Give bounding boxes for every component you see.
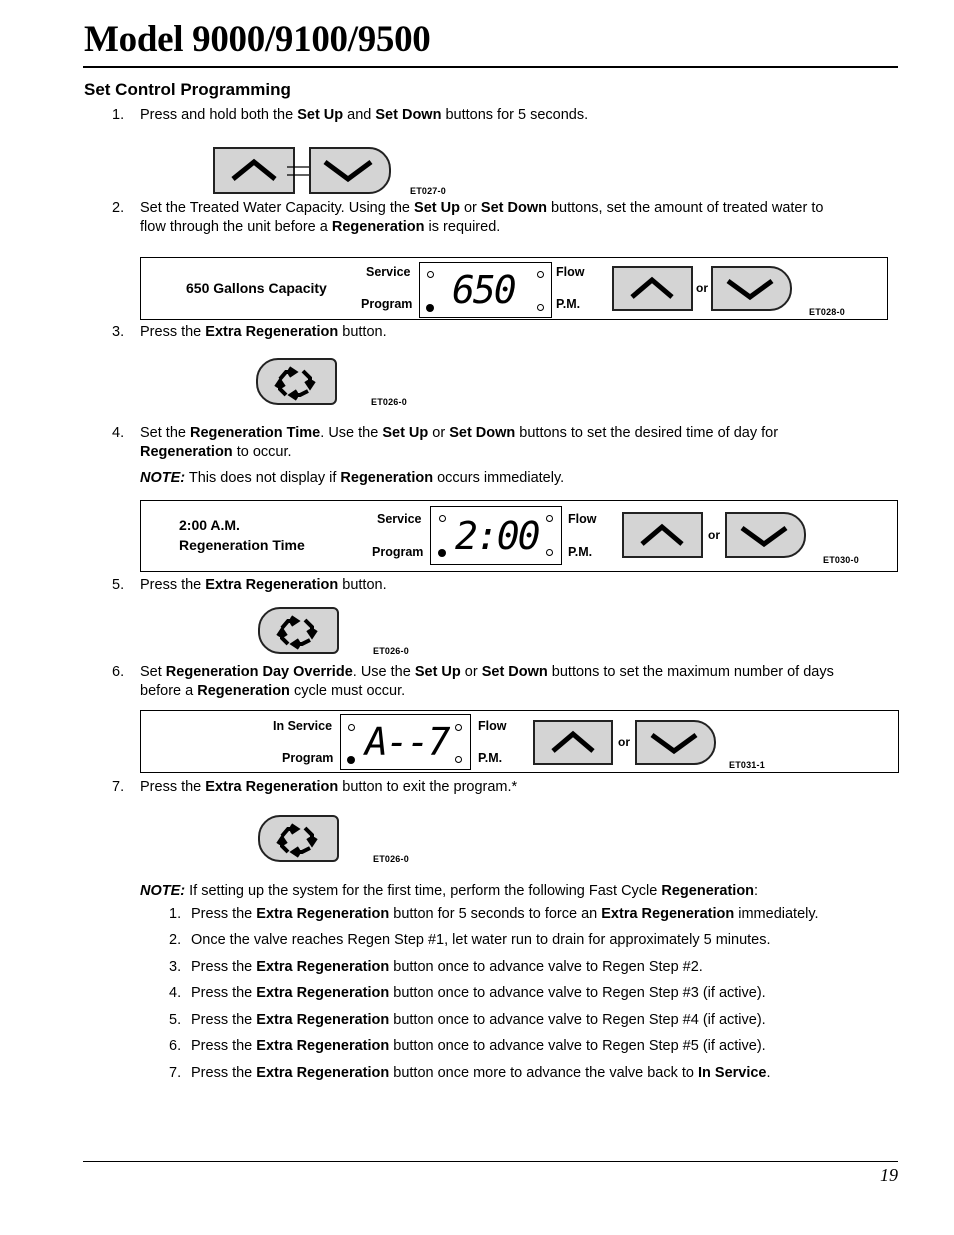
program-indicator xyxy=(347,756,355,764)
list-item-number: 2. xyxy=(169,932,182,948)
list-item-number: 3. xyxy=(169,959,182,975)
service-label: Service xyxy=(377,512,422,526)
down-arrow-icon xyxy=(727,514,804,556)
program-indicator xyxy=(426,304,434,312)
step-number: 4. xyxy=(112,425,125,441)
service-indicator xyxy=(348,724,355,731)
step-number: 2. xyxy=(112,200,125,216)
step-3-text: Press the Extra Regeneration button. xyxy=(140,324,387,340)
list-item-number: 6. xyxy=(169,1038,182,1054)
list-item: Once the valve reaches Regen Step #1, let water run to drain for approximately 5 minutes. xyxy=(191,932,771,948)
down-arrow-icon xyxy=(637,722,714,763)
in-service-label: In Service xyxy=(273,719,333,733)
or-label: or xyxy=(696,281,708,295)
figure-code: ET026-0 xyxy=(373,646,409,656)
set-down-button xyxy=(725,512,806,558)
up-arrow-icon xyxy=(624,514,701,556)
step-1-text: Press and hold both the Set Up and Set Down buttons for 5 seconds. xyxy=(140,107,589,123)
fast-cycle-note: NOTE: If setting up the system for the first time, perform the following Fast Cycle Regeneration: xyxy=(140,883,759,899)
list-item: Press the Extra Regeneration button once to advance valve to Regen Step #2. xyxy=(191,959,703,975)
lcd-display xyxy=(430,506,562,565)
set-up-button xyxy=(612,266,693,311)
service-indicator xyxy=(439,515,446,522)
section-heading: Set Control Programming xyxy=(84,80,291,99)
list-item: Press the Extra Regeneration button once to advance valve to Regen Step #4 (if active). xyxy=(191,1012,766,1028)
step-7-text: Press the Extra Regeneration button to exit the program.* xyxy=(140,779,518,795)
step-number: 5. xyxy=(112,577,125,593)
step-number: 1. xyxy=(112,107,125,123)
figure-code: ET030-0 xyxy=(823,555,859,565)
list-item: Press the Extra Regeneration button once to advance valve to Regen Step #5 (if active). xyxy=(191,1038,766,1054)
pm-indicator xyxy=(537,304,544,311)
lcd-value: 2:00 xyxy=(455,514,539,558)
program-indicator xyxy=(438,549,446,557)
step-number: 3. xyxy=(112,324,125,340)
lcd-display xyxy=(340,714,471,770)
flow-indicator xyxy=(546,515,553,522)
step-5-text: Press the Extra Regeneration button. xyxy=(140,577,387,593)
program-label: Program xyxy=(282,751,334,765)
up-arrow-icon xyxy=(215,149,293,192)
step-number: 6. xyxy=(112,664,125,680)
program-label: Program xyxy=(361,297,413,311)
panel-caption-time: 2:00 A.M. xyxy=(179,517,240,533)
list-item: Press the Extra Regeneration button once to advance valve to Regen Step #3 (if active). xyxy=(191,985,766,1001)
up-arrow-icon xyxy=(614,268,691,309)
flow-label: Flow xyxy=(556,265,585,279)
regeneration-arrows-icon xyxy=(258,360,335,403)
pm-label: P.M. xyxy=(568,545,593,559)
figure-code: ET031-1 xyxy=(729,760,765,770)
footer-rule xyxy=(83,1161,898,1162)
header-rule xyxy=(83,66,898,68)
panel-caption: 650 Gallons Capacity xyxy=(186,280,327,296)
day-override-panel-figure xyxy=(140,710,899,773)
list-item: Press the Extra Regeneration button for 5 seconds to force an Extra Regeneration immediately. xyxy=(191,906,819,922)
service-indicator xyxy=(427,271,434,278)
pm-label: P.M. xyxy=(478,751,503,765)
set-down-button xyxy=(711,266,792,311)
regeneration-arrows-icon xyxy=(260,817,337,860)
set-up-button xyxy=(213,147,295,194)
step-number: 7. xyxy=(112,779,125,795)
list-item: Press the Extra Regeneration button once more to advance the valve back to In Service. xyxy=(191,1065,771,1081)
capacity-panel-figure xyxy=(140,257,888,320)
set-down-button xyxy=(635,720,716,765)
or-label: or xyxy=(708,528,720,542)
down-arrow-icon xyxy=(311,149,389,192)
extra-regeneration-button xyxy=(258,815,339,862)
flow-label: Flow xyxy=(568,512,597,526)
step-2-text: Set the Treated Water Capacity. Using the Set Up or Set Down buttons, set the amount of treated water to flow through the unit before a Regeneration is required. xyxy=(140,200,824,235)
figure-code: ET026-0 xyxy=(373,854,409,864)
down-arrow-icon xyxy=(713,268,790,309)
figure-code: ET027-0 xyxy=(410,186,446,196)
regeneration-arrows-icon xyxy=(260,609,337,652)
set-down-button xyxy=(309,147,391,194)
step-4-note: NOTE: This does not display if Regeneration occurs immediately. xyxy=(140,470,565,486)
pm-label: P.M. xyxy=(556,297,581,311)
pm-indicator xyxy=(546,549,553,556)
regeneration-time-panel-figure xyxy=(140,500,898,572)
flow-indicator xyxy=(455,724,462,731)
list-item-number: 7. xyxy=(169,1065,182,1081)
lcd-value: A--7 xyxy=(365,720,449,764)
list-item-number: 1. xyxy=(169,906,182,922)
figure-code: ET028-0 xyxy=(809,307,845,317)
extra-regeneration-button xyxy=(256,358,337,405)
service-label: Service xyxy=(366,265,411,279)
page-number: 19 xyxy=(880,1165,898,1185)
up-arrow-icon xyxy=(535,722,611,763)
page-title: Model 9000/9100/9500 xyxy=(84,19,431,60)
panel-caption-label: Regeneration Time xyxy=(179,537,305,553)
set-up-button xyxy=(622,512,703,558)
flow-indicator xyxy=(537,271,544,278)
program-label: Program xyxy=(372,545,424,559)
extra-regeneration-button xyxy=(258,607,339,654)
figure-code: ET026-0 xyxy=(371,397,407,407)
list-item-number: 5. xyxy=(169,1012,182,1028)
step-4-text: Set the Regeneration Time. Use the Set Up or Set Down buttons to set the desired time of day for Regeneration to occur. xyxy=(140,425,779,460)
set-up-button xyxy=(533,720,613,765)
flow-label: Flow xyxy=(478,719,507,733)
pm-indicator xyxy=(455,756,462,763)
or-label: or xyxy=(618,735,630,749)
lcd-value: 650 xyxy=(452,268,515,312)
lcd-display xyxy=(419,262,552,318)
list-item-number: 4. xyxy=(169,985,182,1001)
step-6-text: Set Regeneration Day Override. Use the Set Up or Set Down buttons to set the maximum number of days before a Regeneration cycle must occur. xyxy=(140,664,834,699)
